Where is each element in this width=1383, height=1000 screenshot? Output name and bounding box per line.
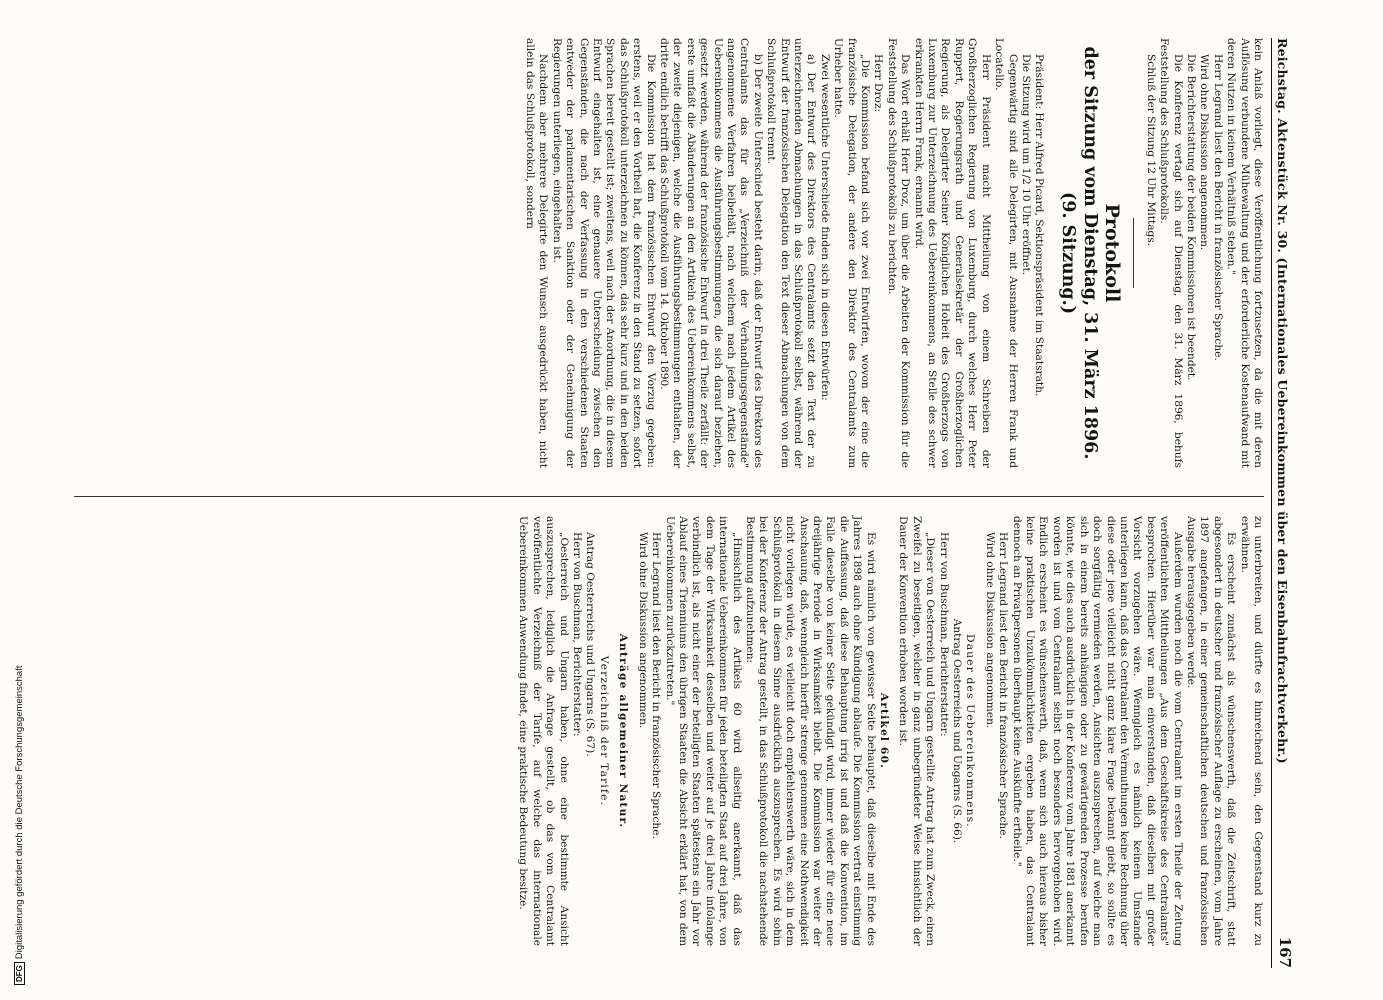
- paragraph: Herr Legrand liest den Bericht in französischer Sprache.: [1211, 54, 1224, 361]
- paragraph: Herr Legrand liest den Bericht in französischer Sprache.: [997, 532, 1010, 839]
- paragraph: Herr Präsident macht Mittheilung von einem Schreiben der Großherzoglichen Regierung von Luxemburg, durch welches Herr Peter Ruppert, Regierungsrath und Generalsekretär der Großherzoglichen Regierung, als Delegirter Seiner Königlichen Hoheit des Großherzogs von Luxemburg zur Unterzeichnung des Uebereinkommens, an Stelle des schwer erkrankten Herrn Frank, ernannt wird.: [912, 38, 992, 468]
- paragraph: a) Der Entwurf des Direktors des Centralamts setzt den Text der zu unterzeichnenden Abmachungen in das Schlußprotokoll selbst, während der Entwurf der französischen Delegation den Text dieser Abmachungen von dem Schlußprotokoll trennt.: [765, 38, 818, 468]
- paragraph: Außerdem wurden noch die vom Centralamt im ersten Theile der Zeitung veröffentlichten Mittheilungen „Aus dem Geschäftskreise des Centralamts" besprochen. Hierüber war man einverstanden, daß dieselben mit großer Vorsicht vorzugehen wäre. Wenngleich es nämlich keinem Umstande unterliegen kann, daß das Centralamt den Vermuthungen keine Rechnung über diese oder jene vielleicht nicht ganz klare Frage bekannt giebt, so sollte es doch sorgfältig vermieden werden, Ansichten auszusprechen, auf welche man sich in einem bereits anhängigen oder zu gewärtigenden Prozesse berufen könnte, wie dies auch ausdrücklich in der Konferenz vom Jahre 1881 anerkannt worden ist und vom Centralamt selbst noch besonders hervorgehoben wird. Endlich erscheint es wünschenswerth, daß, wenn sich auch hieraus bisher keine praktischen Unzukömmlichkeiten ergeben haben, das Centralamt dennoch an Privatpersonen überhaupt keine Auskünfte ertheile.": [1010, 516, 1184, 946]
- paragraph: Wird ohne Diskussion angenommen.: [1198, 54, 1211, 251]
- paragraph: Wird ohne Diskussion angenommen.: [983, 532, 996, 729]
- paragraph: b) Der zweite Unterschied besteht darin, daß der Entwurf des Direktors des Centralamts das für das „Verzeichniß der Verhandlungsgegenstände" angenommene Verfahren beibehält, nach welchem nach jedem Artikel des Uebereinkommens die Ausführungsbestimmungen, die sich darauf beziehen, gesetzt werden, während der französische Entwurf in drei Theile zerfällt: der erste umfaßt die Abänderungen an den Artikeln des Uebereinkommens selbst, der zweite diejenigen, welche die Ausführungsbestimmungen enthalten, der dritte endlich betrifft das Schlußprotokoll vom 14. Oktober 1890.: [657, 38, 764, 468]
- section-heading: Dauer des Uebereinkommens.: [964, 634, 977, 828]
- paragraph: kein Anlaß vorliegt, diese Veröffentlichung fortzusetzen, da die mit deren Auflösung verbundene Mühewaltung und der erforderliche Kostenaufwand mit deren Nutzen in keinem Verhältniß stehen.": [1225, 38, 1264, 468]
- paragraph: Die Konferenz vertagt sich auf Dienstag, den 31. März 1896, behufs Feststellung des Schlußprotokolls.: [1158, 38, 1184, 468]
- session-date: der Sitzung vom Dienstag, 31. März 1896.: [1080, 46, 1101, 460]
- article-heading: Artikel 60.: [878, 692, 891, 770]
- paragraph: Präsident: Herr Alfred Picard, Sektionspräsident im Staatsrath.: [1033, 54, 1046, 397]
- running-head-title: Reichstag. Aktenstück Nr. 30. (Internationales Uebereinkommen über den Eisenbahnfrachtverkehr.): [1275, 38, 1290, 764]
- column-rule: [74, 496, 1264, 497]
- section-heading: Anträge allgemeiner Natur.: [617, 633, 630, 829]
- page-number: 167: [1276, 936, 1294, 968]
- digitization-note: Digitalisierung gefördert durch die Deutsche Forschungsgemeinschaft: [14, 665, 25, 960]
- paragraph: „Dieser von Oesterreich und Ungarn gestellte Antrag hat zum Zweck, einen Zweifel zu beseitigen, welcher in ganz unbegründeter Weise hinsichtlich der Dauer der Konvention erhoben worden ist.: [897, 516, 937, 946]
- paragraph: Das Wort erhält Herr Droz, um über die Arbeiten der Kommission für die Feststellung des Schlußprotokolls zu berichten.: [885, 38, 912, 468]
- paragraph: Zwei wesentliche Unterschiede finden sich in diesen Entwürfen:: [818, 54, 831, 401]
- left-column: [523, 38, 1265, 468]
- subsection-heading: Verzeichniß der Tarife.: [597, 655, 610, 807]
- paragraph: Herr Legrand liest den Bericht in französischer Sprache.: [650, 532, 663, 839]
- right-column: [516, 516, 1264, 946]
- paragraph: Schluß der Sitzung 12 Uhr Mittags.: [1144, 54, 1157, 247]
- paragraph: Die Berichterstattung der beiden Kommissionen ist beendet.: [1184, 54, 1197, 381]
- paragraph: „Die Kommission befand sich vor zwei Entwürfen, wovon der eine die französische Delegation, der andere den Direktor des Centralamts zum Urheber hatte.: [832, 38, 872, 468]
- session-number: (9. Sitzung.): [1058, 191, 1079, 314]
- motion-line: Antrag Oesterreichs und Ungarns (S. 66).: [951, 618, 964, 844]
- running-header: [1271, 38, 1294, 968]
- paragraph: „Oesterreich und Ungarn haben, ohne eine bestimmte Ansicht auszusprechen, lediglich die Anfrage gestellt, ob das vom Centralamt veröffentlichte Verzeichniß der Tarife, auf welche das internationale Uebereinkommen Anwendung findet, eine praktische Bedeutung besitze.: [517, 516, 570, 946]
- paragraph: Es erscheint zunächst als wünschenswerth, daß die Zeitschrift, statt abgesondert in deutscher und französischer Auflage zu erscheinen, vom Jahre 1897 angefangen, in einer gemeinschaftlichen deutschen und französischen Ausgabe herausgegeben werde.: [1184, 516, 1238, 946]
- digitization-credit: [14, 666, 25, 986]
- paragraph: Herr von Buschman, Berichterstatter:: [571, 532, 584, 737]
- section-divider: [1133, 218, 1134, 288]
- paragraph: zu unterbreiten, und dürfte es hinreichend sein, den Gegenstand kurz zu erwähnen.: [1238, 516, 1264, 946]
- rotated-page-content: [60, 38, 1294, 968]
- paragraph: Herr Droz:: [872, 54, 885, 113]
- paragraph: Gegenwärtig sind alle Delegirten, mit Ausnahme der Herren Frank und Locatello.: [993, 38, 1019, 468]
- paragraph: Die Sitzung wird um 1/2 10 Uhr eröffnet.: [1019, 54, 1032, 276]
- dfg-logo: DFG: [14, 962, 25, 985]
- paragraph: „Hinsichtlich des Artikels 60 wird allseitig anerkannt, daß das internationale Uebereinkommen für jeden beteiligten Staat auf drei Jahre, von dem Tage der Wirksamkeit desselben und weiter auf je drei Jahre infolange verbindlich ist, als nicht einer der beteiligten Staaten spätestens ein Jahr vor Ablauf eines Trienniums den übrigen Staaten die Absicht erklärt hat, von dem Uebereinkommen zurückzutreten.": [663, 516, 743, 946]
- paragraph: Antrag Oesterreichs und Ungarns (S. 67).: [584, 532, 597, 757]
- session-title: [1057, 38, 1101, 468]
- paragraph: Es wird nämlich von gewisser Seite behauptet, daß dieselbe mit Ende des Jahres 1898 auch ohne Kündigung ablaufe. Die Kommission vertrat einstimmig die Auffassung, daß diese Behauptung irrig ist und daß die Konvention, im Falle dieselbe von keiner Seite gekündigt wird, immer wieder für eine neue dreijährige Periode in Wirksamkeit bleibt. Die Kommission war weiter der Anschauung, daß, wenngleich hierfür strenge genommen eine Nothwendigkeit nicht vorliegen würde, es vielleicht doch empfehlenswerth wäre, sich in dem Schlußprotokoll in diesem Sinne ausdrücklich auszusprechen. Es wird sohin bei der Konferenz der Antrag gestellt, in das Schlußprotokoll die nachstehende Bestimmung aufzunehmen:: [743, 516, 877, 946]
- paragraph: Herr von Buschman, Berichterstatter:: [937, 532, 950, 737]
- paragraph: Die Kommission hat dem französischen Entwurf den Vorzug gegeben: erstens, weil er den Vortheil hat, die Konferenz in den Stand zu setzen, sofort das Schlußprotokoll unterzeichnen zu können, das sehr kurz und in den beiden Sprachen bereit gestellt ist; zweitens, weil nach der Anordnung, die in diesem Entwurf eingehalten ist, eine genauere Unterscheidung zwischen den Gegenständen, die nach der Verfassung in den verschiedenen Staaten entweder der parlamentarischen Sanktion oder der Genehmigung der Regierungen unterliegen, eingehalten ist.: [550, 38, 657, 468]
- paragraph: Wird ohne Diskussion angenommen.: [636, 532, 649, 729]
- paragraph: Nachdem aber mehrere Delegirte den Wunsch ausgedrückt haben, nicht allein das Schlußprotokoll, sondern: [523, 38, 550, 468]
- protocol-title: Protokoll: [1101, 203, 1124, 303]
